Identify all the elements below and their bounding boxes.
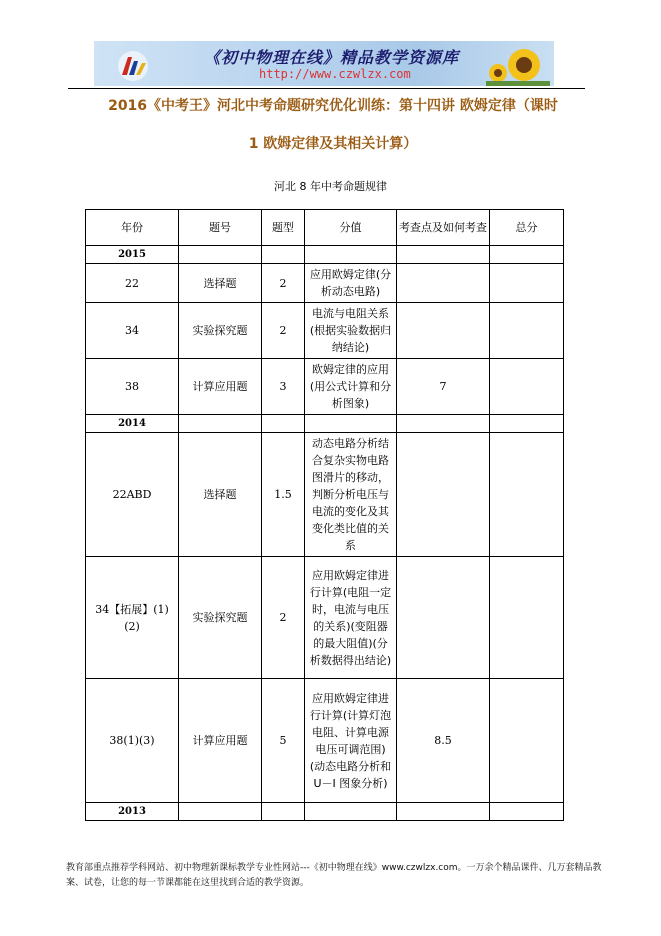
table-row — [86, 679, 564, 803]
header-year: 年份 — [86, 210, 179, 246]
question-number: 22 — [86, 264, 179, 303]
analysis: 应用欧姆定律(分析动态电路) — [305, 264, 397, 303]
header-analysis: 考查点及如何考查 — [397, 210, 490, 246]
question-type: 实验探究题 — [179, 557, 262, 679]
analysis: 动态电路分析结合复杂实物电路图滑片的移动，判断分析电压与电流的变化及其变化类比值的关系 — [305, 433, 397, 557]
banner-title: 《初中物理在线》精品教学资源库 — [204, 48, 460, 67]
header-question-number: 题号 — [179, 210, 262, 246]
document-title-line-2: 1 欧姆定律及其相关计算） — [248, 136, 418, 152]
table-header-row — [86, 210, 564, 246]
page-footer: 教育部重点推荐学科网站、初中物理新课标教学专业性网站---《初中物理在线》www.czwlzx.com。一万余个精品课件、几万套精品教案、试卷，让您的每一节课都能在这里找到合适的教学资源。 — [66, 863, 602, 888]
year-cell: 2013 — [86, 803, 179, 821]
total-score: 7 — [397, 359, 490, 415]
question-number: 22ABD — [86, 433, 179, 557]
analysis: 电流与电阻关系(根据实验数据归纳结论) — [305, 303, 397, 359]
score: 2 — [262, 557, 305, 679]
table-row — [86, 264, 564, 303]
score: 2 — [262, 303, 305, 359]
question-type: 实验探究题 — [179, 303, 262, 359]
header-banner — [94, 41, 554, 86]
analysis: 应用欧姆定律进行计算(计算灯泡电阻、计算电源电压可调范围)(动态电路分析和 U－I 图象分析) — [305, 679, 397, 803]
score: 5 — [262, 679, 305, 803]
total-score: 8.5 — [397, 679, 490, 803]
table-row — [86, 433, 564, 557]
question-type: 计算应用题 — [179, 679, 262, 803]
analysis: 应用欧姆定律进行计算(电阻一定时，电流与电压的关系)(变阻器的最大阻值)(分析数据得出结论) — [305, 557, 397, 679]
question-number: 34 — [86, 303, 179, 359]
year-cell: 2015 — [86, 246, 179, 264]
site-logo-icon — [116, 49, 150, 83]
sunflower-icon — [486, 43, 550, 86]
question-type: 选择题 — [179, 433, 262, 557]
question-number: 38(1)(3) — [86, 679, 179, 803]
header-total: 总分 — [490, 210, 564, 246]
question-type: 选择题 — [179, 264, 262, 303]
score: 2 — [262, 264, 305, 303]
score: 3 — [262, 359, 305, 415]
year-row-2015 — [86, 246, 564, 264]
analysis: 欧姆定律的应用(用公式计算和分析图象) — [305, 359, 397, 415]
table-row — [86, 359, 564, 415]
question-type: 计算应用题 — [179, 359, 262, 415]
table-row — [86, 303, 564, 359]
table-row — [86, 557, 564, 679]
table-caption: 河北 8 年中考命题规律 — [274, 180, 387, 193]
document-title-line-1: 2016《中考王》河北中考命题研究优化训练：第十四讲 欧姆定律（课时 — [108, 98, 558, 114]
question-number: 38 — [86, 359, 179, 415]
header-rule — [68, 88, 585, 89]
exam-pattern-table — [85, 209, 564, 821]
header-question-type: 题型 — [262, 210, 305, 246]
year-cell: 2014 — [86, 415, 179, 433]
header-score: 分值 — [305, 210, 397, 246]
question-number: 34【拓展】(1)(2) — [86, 557, 179, 679]
banner-url: http://www.czwlzx.com — [259, 67, 411, 81]
year-row-2014 — [86, 415, 564, 433]
year-row-2013 — [86, 803, 564, 821]
score: 1.5 — [262, 433, 305, 557]
